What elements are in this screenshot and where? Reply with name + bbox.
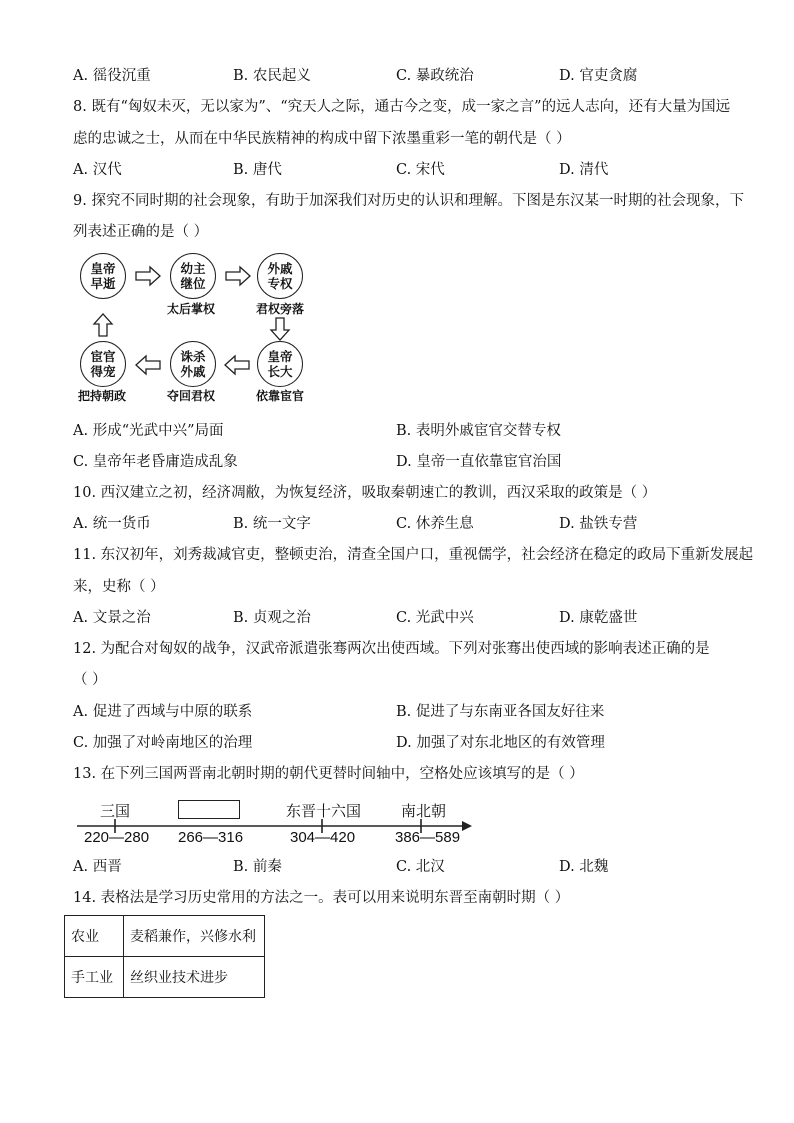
flow-arrows [0, 0, 794, 420]
timeline-range-2: 266—316 [178, 829, 244, 846]
q9-option-c: C. 皇帝年老昏庸造成乱象 [73, 454, 238, 470]
q8-option-a: A. 汉代 [73, 162, 122, 178]
arrow-up [94, 314, 112, 336]
timeline-range-1: 220—280 [84, 829, 150, 846]
timeline-range-4: 386—589 [395, 829, 461, 846]
q11-option-d: D. 康乾盛世 [559, 610, 638, 626]
q13-option-b: B. 前秦 [233, 859, 282, 875]
table-row [65, 957, 265, 998]
q11-option-a: A. 文景之治 [73, 610, 151, 626]
q11-option-b: B. 贞观之治 [233, 610, 311, 626]
q10-option-d: D. 盐铁专营 [559, 516, 638, 532]
q13-option-a: A. 西晋 [73, 859, 122, 875]
q8-option-b: B. 唐代 [233, 162, 282, 178]
q9-option-b: B. 表明外戚宦官交替专权 [396, 423, 561, 439]
flow-caption-rely-eunuchs: 依靠宦官 [256, 389, 305, 403]
flow-caption-empress-dowager: 太后掌权 [167, 302, 216, 316]
flow-node-kill-consort-clan: 诛杀外戚 [170, 341, 216, 387]
flow-caption-power-lost: 君权旁落 [256, 302, 305, 316]
q12-option-d: D. 加强了对东北地区的有效管理 [396, 735, 605, 751]
q9-stem-line1: 9. 探究不同时期的社会现象，有助于加深我们对历史的认识和理解。下图是东汉某一时期的社会现象，下 [73, 193, 744, 209]
q12-option-c: C. 加强了对岭南地区的治理 [73, 735, 253, 751]
table-cell-detail: 丝织业技术进步 [124, 957, 265, 998]
q11-stem-line1: 11. 东汉初年，刘秀裁减官吏，整顿吏治，清查全国户口，重视儒学，社会经济在稳定的政局下重新发展起 [73, 547, 754, 563]
flow-node-child-emperor: 幼主继位 [170, 253, 216, 299]
q12-stem-line1: 12. 为配合对匈奴的战争，汉武帝派遣张骞两次出使西域。下列对张骞出使西域的影响表述正确的是 [73, 641, 710, 657]
flow-caption-control-court: 把持朝政 [78, 389, 127, 403]
q8-stem-line1: 8. 既有“匈奴未灭，无以家为”、“究天人之际，通古今之变，成一家之言”的远人志向，还有大量为国远 [73, 99, 731, 115]
q11-option-c: C. 光武中兴 [396, 610, 474, 626]
q8-option-c: C. 宋代 [396, 162, 445, 178]
q12-option-b: B. 促进了与东南亚各国友好往来 [396, 704, 605, 720]
flow-node-emperor-grows-up: 皇帝长大 [257, 341, 303, 387]
q10-stem: 10. 西汉建立之初，经济凋敝，为恢复经济，吸取秦朝速亡的教训，西汉采取的政策是（ ） [73, 485, 657, 501]
q12-option-a: A. 促进了西域与中原的联系 [73, 704, 253, 720]
q9-option-a: A. 形成“光武中兴”局面 [73, 423, 224, 439]
q12-stem-line2: （ ） [73, 672, 107, 688]
q14-stem: 14. 表格法是学习历史常用的方法之一。表可以用来说明东晋至南朝时期（ ） [73, 890, 570, 906]
table-row [65, 916, 265, 957]
timeline-label-southern-northern: 南北朝 [401, 803, 447, 820]
q14-table [64, 915, 265, 998]
q7-option-b: B. 农民起义 [233, 68, 311, 84]
q10-option-a: A. 统一货币 [73, 516, 151, 532]
arrow-right-1 [136, 267, 160, 285]
table-cell-category: 手工业 [65, 957, 124, 998]
flow-node-consort-clan-power: 外戚专权 [257, 253, 303, 299]
q7-option-c: C. 暴政统治 [396, 68, 474, 84]
q7-option-a: A. 徭役沉重 [73, 68, 151, 84]
q8-stem-line2: 虑的忠诚之士，从而在中华民族精神的构成中留下浓墨重彩一笔的朝代是（ ） [73, 131, 571, 147]
q9-stem-line2: 列表述正确的是（ ） [73, 224, 209, 240]
q8-option-d: D. 清代 [559, 162, 609, 178]
q11-stem-line2: 来，史称（ ） [73, 579, 165, 595]
arrow-down [271, 318, 289, 340]
arrow-left-1 [225, 356, 249, 374]
table-cell-detail: 麦稻兼作，兴修水利 [124, 916, 265, 957]
q9-option-d: D. 皇帝一直依靠宦官治国 [396, 454, 562, 470]
q10-option-b: B. 统一文字 [233, 516, 311, 532]
flow-node-emperor-dies-early: 皇帝早逝 [80, 253, 126, 299]
timeline-label-eastern-jin: 东晋十六国 [286, 803, 362, 820]
flow-node-eunuchs-favored: 宦官得宠 [80, 341, 126, 387]
q10-option-c: C. 休养生息 [396, 516, 474, 532]
timeline-range-3: 304—420 [290, 829, 356, 846]
q13-option-d: D. 北魏 [559, 859, 609, 875]
q13-stem: 13. 在下列三国两晋南北朝时期的朝代更替时间轴中，空格处应该填写的是（ ） [73, 766, 584, 782]
q13-option-c: C. 北汉 [396, 859, 445, 875]
arrow-left-2 [136, 356, 160, 374]
arrow-right-2 [226, 267, 250, 285]
table-cell-category: 农业 [65, 916, 124, 957]
timeline-label-three-kingdoms: 三国 [100, 803, 131, 820]
flow-caption-regain-power: 夺回君权 [167, 389, 216, 403]
q7-option-d: D. 官吏贪腐 [559, 68, 638, 84]
